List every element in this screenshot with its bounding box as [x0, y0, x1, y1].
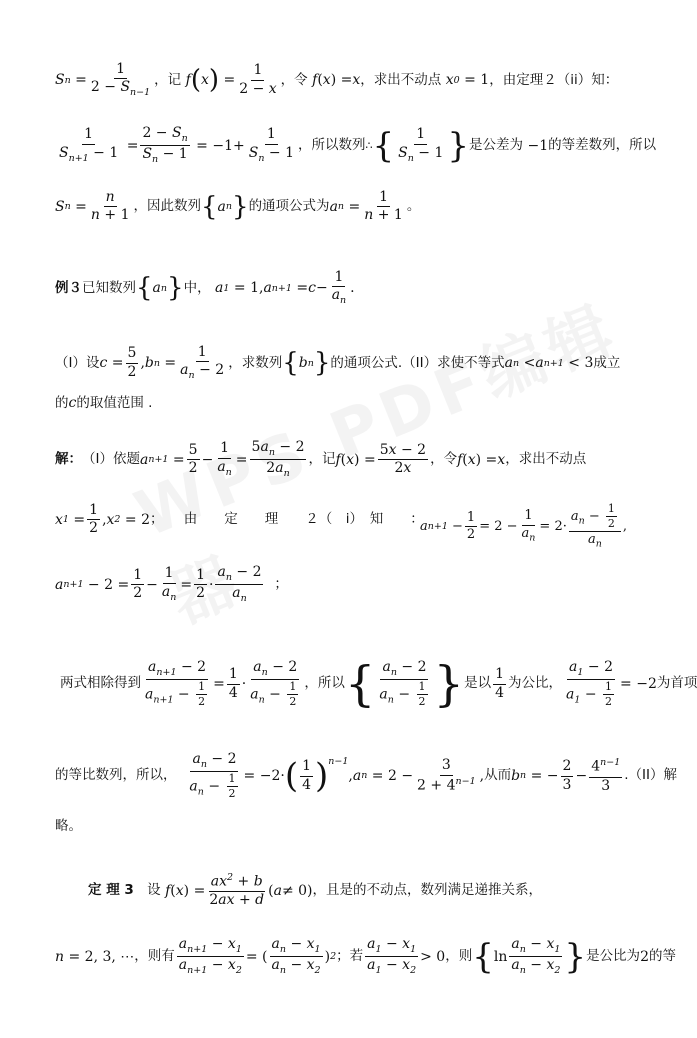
theorem-label: 定 理 3: [88, 881, 134, 898]
text-note: ，令: [430, 450, 458, 467]
text-note: 的等比数列，所以，: [55, 767, 177, 784]
text-note: （I）依题: [82, 450, 140, 467]
text-note: 是公比为: [586, 947, 641, 964]
text-note: 成立: [593, 354, 621, 371]
example-3: 例３ 已知数列 { a n } 中， a 1 = 1, a n+1 = c − $\frac{1}{a_n}$ .: [55, 269, 355, 307]
text-note: 的: [55, 395, 69, 411]
solution-line-1: 解： （I）依题 a n+1 = $\frac{5}{2}$ − $\frac{1}{a_n}$ = $\frac{5a_n - 2}{2a_n}$ ，记 f ( x ) = $\frac{5x - 2}{2x}$ ，令 f ( x ) = x ，求出不动点: [55, 439, 587, 480]
text-note: ，记: [154, 71, 182, 88]
text-note: ，求数列: [228, 354, 283, 371]
text-note: ，所以数列: [297, 136, 366, 153]
theorem-3-formula-line: n = 2, 3, ⋯ ，则有 $\frac{a_{n+1} - x_1}{a_{n+1} - x_2}$ = ( $\frac{a_n - x_1}{a_n - x_2}$ ) 2 ；若 $\frac{a_1 - x_1}{a_1 - x_2}$ > 0 ，则 { ln $\frac{a_n - x_1}{a_n - x_2}$ } 是公比为 2 的等: [55, 936, 676, 977]
text-note: 的通项公式.（II）求使不等式: [330, 354, 505, 371]
solution-label: 解：: [55, 450, 82, 467]
omitted-line: 略。: [55, 818, 82, 834]
text-note: 为公比，: [508, 675, 562, 692]
text-note: 是公差为: [469, 136, 524, 153]
theorem-3-line: 定 理 3 设 f ( x ) = $\frac{ax^2 + b}{2ax + d}$ ( a ≠ 0) ，且是的不动点，数列满足递推关系，: [88, 872, 542, 909]
line-3: S n = $\frac{n}{n + 1}$ ，因此数列 { a n } 的通项公式为 a n = $\frac{1}{n + 1}$ 。: [55, 189, 421, 224]
line-2: $\frac{1}{S_{n+1} - 1}$ = $\frac{2 - S_n}{S_n - 1}$ = −1+ $\frac{1}{S_n - 1}$ ，所以数列 ∴ { $\frac{1}{S_n - 1}$ } 是公差为 −1 的等差数列，所以: [59, 125, 657, 166]
text-note: ；若: [336, 947, 364, 964]
text-note: 的取值范围 .: [76, 395, 153, 411]
text-note: ，求出不动点: [505, 450, 587, 467]
text-note: ，令: [280, 71, 308, 88]
geometric-line: 的等比数列，所以， $a_n - 2$ $a_n$ − $\frac{1}{2}$ = −2· ( $\frac{1}{4}$ ) $^{n-1}$ , a n = 2 − $\frac{3}{2 + 4^{n-1}}$ , 从而 b n = − $\frac{2}{3}$ − $\frac{4^{n-1}}{3}$ .（II）解: [55, 751, 678, 801]
question-line-2: 的c的取值范围 .: [55, 395, 153, 411]
text-note: ，所以: [304, 675, 345, 692]
text-note: .（II）解: [624, 767, 678, 784]
text-note: ，由定理２（ii）知：: [489, 71, 619, 88]
solution-line-2: x 1 = $\frac{1}{2}$ , x 2 = 2 ； 由 定 理 ２（ i） 知 ：: [55, 502, 424, 537]
text-note: ；: [274, 575, 288, 592]
text-note: ，因此数列: [133, 198, 201, 215]
text-note: 两式相除得到: [60, 675, 141, 692]
text-note: ，则有: [134, 947, 175, 964]
text-note: 的等差数列，所以: [548, 136, 657, 153]
line-1: S n = $\frac{1}{2 - S_{n-1}}$ ，记 f ( x ) = $\frac{1}{2 - x}$ ，令 f ( x ) = x ，求出不动点 x 0 = 1 ，由定理２（ii）知：: [55, 61, 619, 99]
text-note: 从而: [484, 767, 512, 784]
text-note: ，求出不动点: [360, 71, 442, 88]
text-note: ，且是的不动点，数列满足递推关系，: [312, 881, 542, 898]
text-note: 中，: [183, 279, 211, 296]
text-note: 的通项公式为: [248, 198, 330, 215]
solution-line-3: a n+1 − 2 = $\frac{1}{2}$ − $\frac{1}{a_n}$ = $\frac{1}{2}$ · $\frac{a_n - 2}{a_n}$ ；: [55, 564, 288, 605]
question-line-1: （I）设 c = $\frac{5}{2}$ , b n = $\frac{1}{a_n - 2}$ ，求数列 { b n } 的通项公式.（II）求使不等式 a n < a n+1 < 3 成立: [55, 344, 621, 382]
text-note: 已知数列: [82, 279, 136, 296]
text-note: 为首项: [656, 675, 697, 692]
text-note: ； 由 定 理 ２（ i） 知 ：: [150, 511, 424, 528]
text-note: ，记: [308, 450, 336, 467]
text-note: ，则: [445, 947, 473, 964]
text-note: 是以: [464, 675, 492, 692]
example-label: 例３: [55, 279, 82, 296]
division-line: 两式相除得到 $a_{n+1} - 2$ $a_{n+1}$ − $\frac{1}{2}$ = $\frac{1}{4}$ · $a_n - 2$ $a_n$ − $\frac{1}{2}$ ，所以 { $a_n - 2$ $a_n$ − $\frac{1}{2}$ } 是以 $\frac{1}{4}$ 为公比， $a_1 - 2$ $a_1$ − $\frac{1}{2}$ = −2 为首项: [60, 656, 697, 713]
solution-line-2-formula: a n+1 − $\frac{1}{2}$ = 2 − $\frac{1}{a_n}$ = 2· $a_n$ − $\frac{1}{2}$ $a_n$ ,: [420, 502, 628, 550]
text-note: 设: [147, 881, 161, 898]
text-note: 的等: [648, 947, 676, 964]
text-note: （I）设: [55, 354, 100, 371]
